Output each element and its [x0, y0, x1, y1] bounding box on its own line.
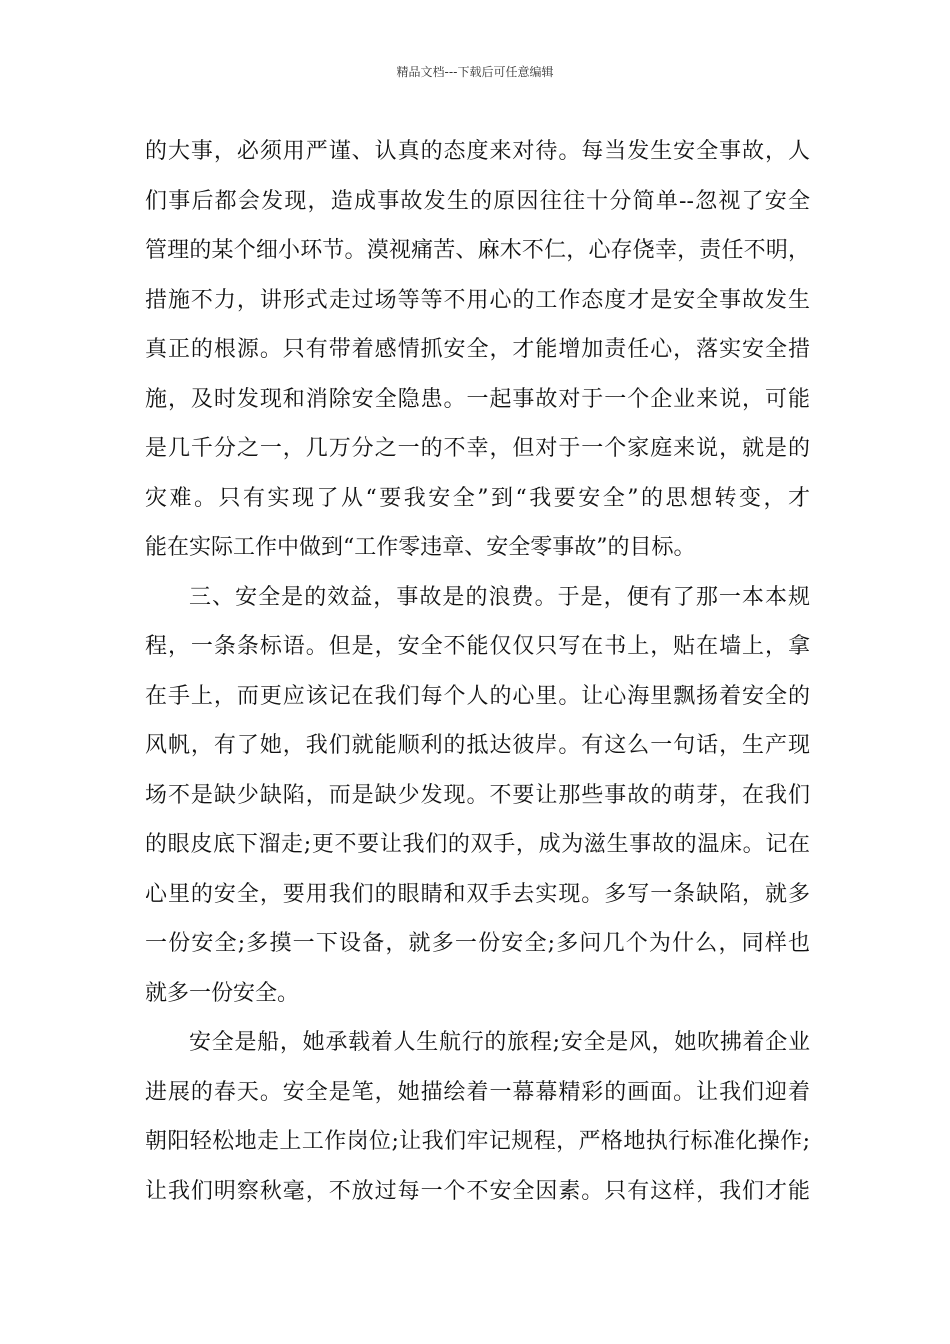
text-line: 一份安全;多摸一下设备，就多一份安全;多问几个为什么，同样也 — [145, 931, 810, 956]
text-line: 管理的某个细小环节。漠视痛苦、麻木不仁，心存侥幸，责任不明， — [145, 238, 810, 263]
text-line: 场不是缺少缺陷，而是缺少发现。不要让那些事故的萌芽，在我们 — [145, 782, 810, 808]
text-line: 三、安全是的效益，事故是的浪费。于是，便有了那一本本规 — [189, 584, 810, 610]
text-line: 的眼皮底下溜走;更不要让我们的双手，成为滋生事故的温床。记在 — [145, 832, 810, 857]
text-line: 灾难。只有实现了从“要我安全”到“我要安全”的思想转变，才 — [145, 485, 810, 511]
text-line: 让我们明察秋毫，不放过每一个不安全因素。只有这样，我们才能 — [145, 1178, 810, 1204]
document-body — [145, 132, 810, 1221]
text-line: 就多一份安全。 — [145, 980, 300, 1006]
text-line: 在手上，而更应该记在我们每个人的心里。让心海里飘扬着安全的 — [145, 683, 810, 709]
text-line: 措施不力，讲形式走过场等等不用心的工作态度才是安全事故发生 — [145, 287, 810, 313]
text-line: 能在实际工作中做到“工作零违章、安全零事故”的目标。 — [145, 535, 696, 560]
text-line: 的大事，必须用严谨、认真的态度来对待。每当发生安全事故，人 — [145, 139, 810, 164]
text-line: 们事后都会发现，造成事故发生的原因往往十分简单--忽视了安全 — [145, 188, 810, 214]
text-line: 真正的根源。只有带着感情抓安全，才能增加责任心，落实安全措 — [145, 337, 810, 362]
page-header: 精品文档---下载后可任意编辑 — [396, 65, 554, 79]
text-line: 是几千分之一，几万分之一的不幸，但对于一个家庭来说，就是的 — [145, 436, 810, 461]
text-line: 心里的安全，要用我们的眼睛和双手去实现。多写一条缺陷，就多 — [145, 881, 810, 907]
text-line: 施，及时发现和消除安全隐患。一起事故对于一个企业来说，可能 — [145, 386, 810, 412]
paragraph-1 — [145, 132, 810, 578]
text-line: 进展的春天。安全是笔，她描绘着一幕幕精彩的画面。让我们迎着 — [145, 1079, 810, 1105]
paragraph-2 — [145, 578, 810, 1024]
text-line: 风帆，有了她，我们就能顺利的抵达彼岸。有这么一句话，生产现 — [145, 733, 810, 758]
text-line: 程，一条条标语。但是，安全不能仅仅只写在书上，贴在墙上，拿 — [145, 634, 810, 659]
paragraph-3 — [145, 1023, 810, 1221]
text-line: 安全是船，她承载着人生航行的旅程;安全是风，她吹拂着企业 — [189, 1030, 810, 1055]
text-line: 朝阳轻松地走上工作岗位;让我们牢记规程，严格地执行标准化操作; — [145, 1129, 810, 1154]
